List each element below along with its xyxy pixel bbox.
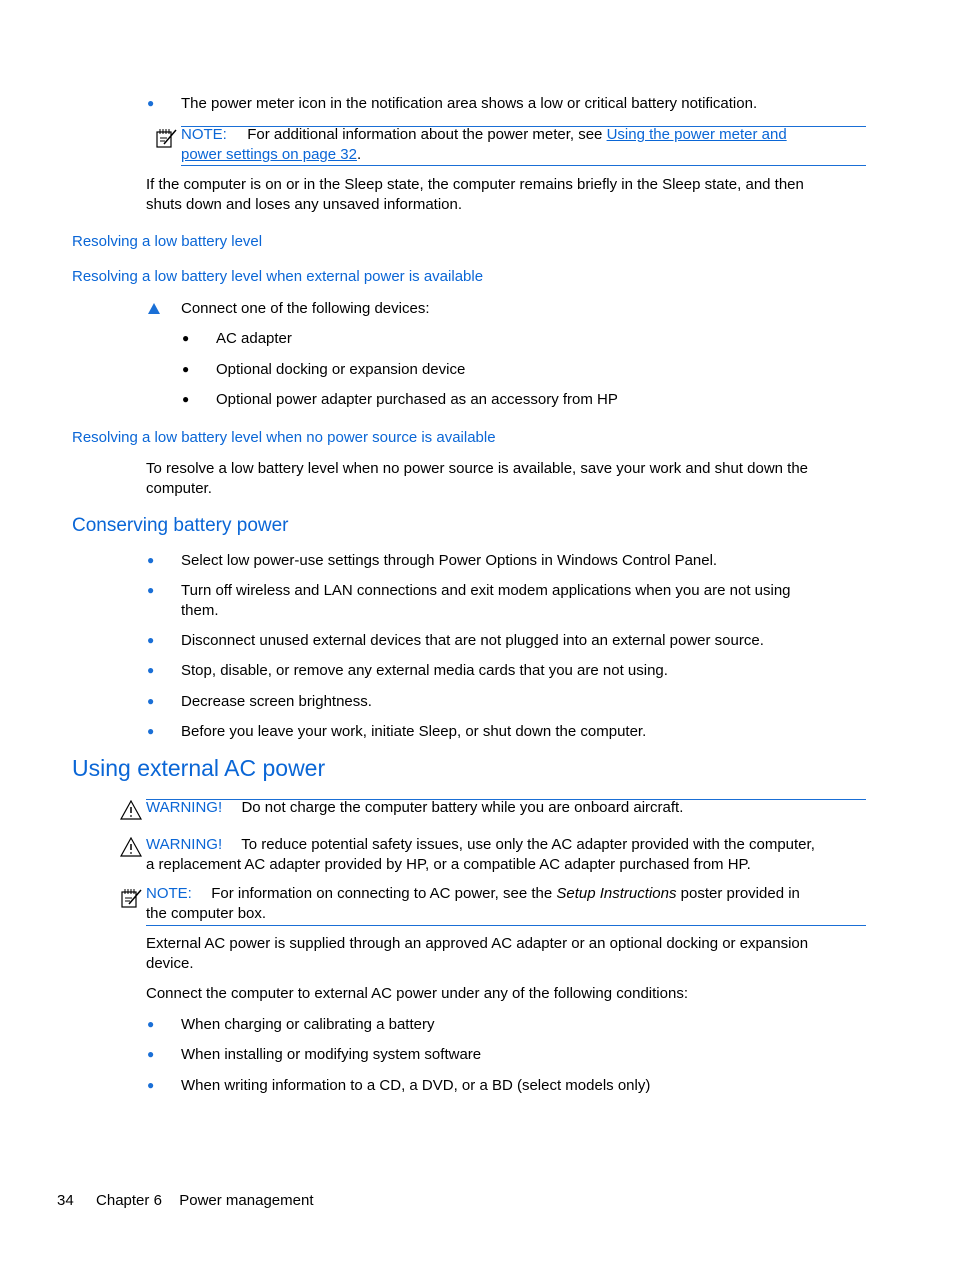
warning-text: To reduce potential safety issues, use only the AC adapter provided with the computer, — [241, 836, 815, 853]
list-item — [147, 661, 866, 681]
list-item — [147, 722, 866, 742]
step-text: Connect one of the following devices: — [181, 300, 430, 317]
list-item-text: Turn off wireless and LAN connections and exit modem applications when you are not using — [181, 582, 791, 599]
note-end: . — [356, 145, 362, 163]
note-block — [181, 125, 866, 164]
paragraph-line: computer. — [146, 479, 212, 497]
heading-conserving-battery-power: Conserving battery power — [72, 515, 289, 536]
list-item-text: them. — [181, 601, 219, 619]
note-label: NOTE: — [181, 126, 227, 143]
bullet-icon: ● — [147, 1047, 155, 1061]
list-item-text: Before you leave your work, initiate Sleep, or shut down the computer. — [181, 723, 647, 740]
page-number: 34 — [57, 1192, 74, 1209]
list-item — [147, 631, 866, 651]
ac-power-paragraph — [146, 934, 866, 973]
list-item — [147, 94, 866, 114]
note-text: For information on connecting to AC power, see the — [211, 885, 557, 902]
list-item-text: When installing or modifying system software — [181, 1046, 482, 1063]
bullet-icon: ● — [147, 633, 155, 647]
no-power-paragraph — [146, 459, 866, 498]
step-triangle-icon — [148, 303, 160, 314]
heading-resolving-low-battery: Resolving a low battery level — [72, 233, 263, 250]
list-item — [182, 329, 866, 349]
bullet-icon: ● — [147, 694, 155, 708]
bullet-icon: ● — [147, 1017, 155, 1031]
heading-no-power-source: Resolving a low battery level when no power source is available — [72, 429, 496, 446]
warning-block — [146, 798, 866, 818]
warning-icon — [120, 837, 142, 857]
list-item — [147, 1045, 866, 1065]
bullet-icon: ● — [182, 362, 190, 376]
paragraph-line: device. — [146, 954, 194, 972]
note-icon — [120, 886, 144, 910]
sleep-paragraph-line: If the computer is on or in the Sleep state, the computer remains briefly in the Sleep state, and then — [146, 176, 804, 193]
bullet-icon: ● — [147, 1078, 155, 1092]
note-label: NOTE: — [146, 885, 192, 902]
bullet-icon: ● — [147, 724, 155, 738]
page-footer — [57, 1191, 314, 1211]
power-meter-link[interactable]: Using the power meter and — [606, 126, 787, 143]
note-icon — [155, 126, 179, 150]
list-item — [147, 551, 866, 571]
step-item — [181, 299, 866, 319]
warning-label: WARNING! — [146, 799, 223, 816]
bullet-icon: ● — [147, 583, 155, 597]
paragraph-line: External AC power is supplied through an approved AC adapter or an optional docking or expansion — [146, 935, 809, 952]
chapter-title: Power management — [179, 1192, 314, 1209]
setup-instructions-title: Setup Instructions — [556, 885, 677, 902]
list-item-text: Stop, disable, or remove any external media cards that you are not using. — [181, 662, 668, 679]
chapter-label: Chapter 6 — [96, 1192, 162, 1209]
list-item-text: When charging or calibrating a battery — [181, 1016, 435, 1033]
paragraph-line: To resolve a low battery level when no power source is available, save your work and shut down the — [146, 460, 809, 477]
warning-icon — [120, 800, 142, 820]
note-bottom-rule — [146, 925, 866, 926]
warning-label: WARNING! — [146, 836, 223, 853]
note-text: For additional information about the power meter, see — [247, 126, 607, 143]
conditions-intro: Connect the computer to external AC power under any of the following conditions: — [146, 985, 688, 1002]
note-text: poster provided in — [676, 885, 800, 902]
note-text: the computer box. — [146, 904, 267, 922]
list-item-text: AC adapter — [216, 330, 292, 347]
list-item-text: Disconnect unused external devices that are not plugged into an external power source. — [181, 632, 764, 649]
list-item-text: When writing information to a CD, a DVD, or a BD (select models only) — [181, 1077, 651, 1094]
bullet-icon: ● — [182, 392, 190, 406]
list-item — [182, 360, 866, 380]
warning-block — [146, 835, 866, 874]
list-item-text: Select low power-use settings through Power Options in Windows Control Panel. — [181, 552, 718, 569]
list-item — [182, 390, 866, 410]
sleep-paragraph — [146, 175, 866, 214]
note-block — [146, 884, 866, 923]
sleep-paragraph-line: shuts down and loses any unsaved information. — [146, 195, 463, 213]
power-meter-link-continued[interactable]: power settings on page 32 — [181, 145, 357, 163]
list-item — [147, 1076, 866, 1096]
list-item-text: Optional docking or expansion device — [216, 361, 466, 378]
bullet-icon: ● — [147, 663, 155, 677]
list-item — [147, 1015, 866, 1035]
bullet-icon: ● — [147, 553, 155, 567]
list-item-text: Decrease screen brightness. — [181, 693, 372, 710]
list-item-text: The power meter icon in the notification area shows a low or critical battery notification. — [181, 95, 758, 112]
warning-text: Do not charge the computer battery while you are onboard aircraft. — [241, 799, 684, 816]
heading-using-external-ac-power: Using external AC power — [72, 755, 326, 781]
list-item-text: Optional power adapter purchased as an accessory from HP — [216, 391, 618, 408]
bullet-icon: ● — [182, 331, 190, 345]
heading-external-power-available: Resolving a low battery level when external power is available — [72, 268, 484, 285]
warning-text: a replacement AC adapter provided by HP, or a compatible AC adapter purchased from HP. — [146, 855, 751, 873]
bullet-icon: ● — [147, 96, 155, 110]
list-item — [147, 692, 866, 712]
note-bottom-rule — [181, 165, 866, 166]
list-item — [147, 581, 866, 620]
